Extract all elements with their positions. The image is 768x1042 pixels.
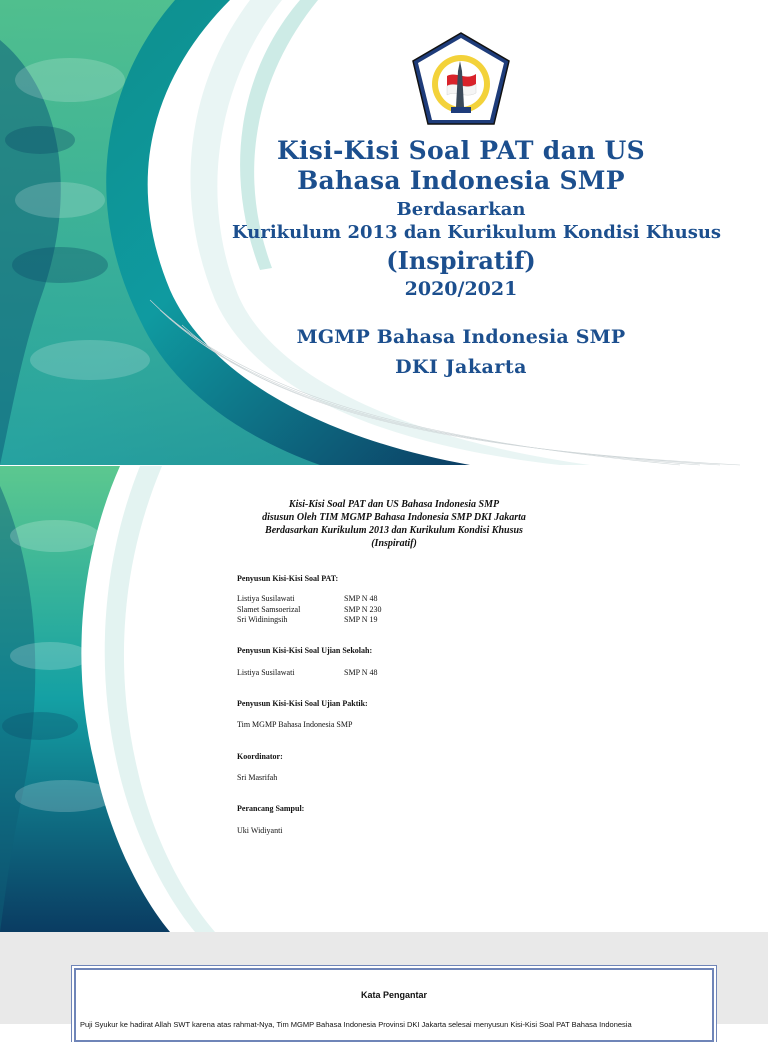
sampul-label: Perancang Sampul: <box>237 804 305 813</box>
pat-school-3: SMP N 19 <box>344 615 378 624</box>
preface-title: Kata Pengantar <box>360 990 428 1000</box>
cover-subtitle1: Berdasarkan <box>396 199 526 220</box>
credits-header-line1: Kisi-Kisi Soal PAT dan US Bahasa Indonesia SMP <box>288 499 500 510</box>
credits-header-line2: disusun Oleh TIM MGMP Bahasa Indonesia SMP DKI Jakarta <box>262 512 526 523</box>
preface-paragraph: Puji Syukur ke hadirat Allah SWT karena atas rahmat-Nya, Tim MGMP Bahasa Indonesia Provinsi DKI Jakarta selesai menyusun Kisi-Kisi Soal PAT Bahasa Indonesia <box>80 1020 632 1029</box>
preface-page <box>0 932 768 1029</box>
koordinator-label: Koordinator: <box>237 752 283 761</box>
pat-name-3: Sri Widiningsih <box>237 615 288 624</box>
us-name-1: Listiya Susilawati <box>237 668 295 677</box>
preface-frame <box>74 968 714 1042</box>
us-section-label: Penyusun Kisi-Kisi Soal Ujian Sekolah: <box>237 646 373 655</box>
cover-subtitle2: Kurikulum 2013 dan Kurikulum Kondisi Khusus <box>232 222 722 243</box>
pat-school-2: SMP N 230 <box>344 605 382 614</box>
credits-page <box>0 466 768 932</box>
pat-name-2: Slamet Samsoerizal <box>237 605 301 614</box>
praktik-value: Tim MGMP Bahasa Indonesia SMP <box>237 720 353 729</box>
credits-header-line3: Berdasarkan Kurikulum 2013 dan Kurikulum Kondisi Khusus <box>265 525 523 536</box>
pat-section-label: Penyusun Kisi-Kisi Soal PAT: <box>237 574 339 583</box>
jakarta-emblem-icon <box>410 31 512 126</box>
praktik-section-label: Penyusun Kisi-Kisi Soal Ujian Paktik: <box>237 699 368 708</box>
cover-region: DKI Jakarta <box>395 356 527 378</box>
sampul-value: Uki Widiyanti <box>237 826 283 835</box>
us-school-1: SMP N 48 <box>344 668 378 677</box>
credits-header-line4: (Inspiratif) <box>371 538 417 549</box>
cover-page <box>0 0 768 465</box>
cover-title-line2: Bahasa Indonesia SMP <box>297 166 625 195</box>
pat-name-1: Listiya Susilawati <box>237 594 295 603</box>
cover-title-line1: Kisi-Kisi Soal PAT dan US <box>276 136 646 165</box>
cover-org: MGMP Bahasa Indonesia SMP <box>296 326 626 348</box>
pat-school-1: SMP N 48 <box>344 594 378 603</box>
cover-tagline: (Inspiratif) <box>386 246 536 275</box>
koordinator-value: Sri Masrifah <box>237 773 278 782</box>
cover-year: 2020/2021 <box>404 278 518 300</box>
